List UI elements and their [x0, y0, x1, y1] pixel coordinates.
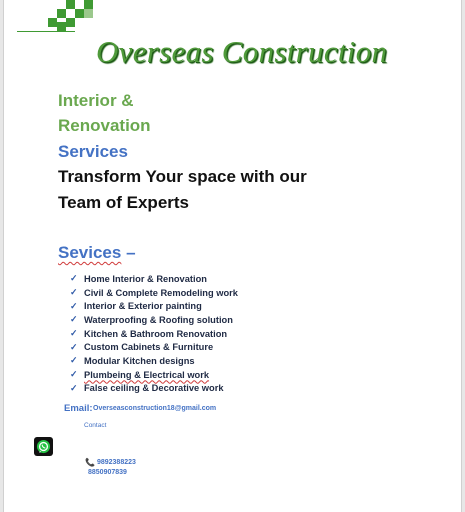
service-label: Civil & Complete Remodeling work — [84, 287, 238, 298]
logo-square — [66, 18, 75, 27]
heading-renovation: Renovation — [58, 116, 151, 135]
logo-line — [17, 31, 75, 32]
list-item — [70, 313, 238, 327]
check-icon: ✓ — [70, 273, 78, 284]
services-heading-word: Sevices — [58, 243, 122, 262]
services-list — [70, 272, 238, 395]
logo-square — [48, 18, 57, 27]
check-icon: ✓ — [70, 355, 78, 366]
logo-square — [57, 9, 66, 18]
list-item — [70, 382, 238, 396]
heading-services: Services — [58, 142, 128, 161]
list-item — [70, 272, 238, 286]
tagline-line-1: Transform Your space with our — [58, 167, 307, 186]
check-icon: ✓ — [70, 369, 78, 380]
heading-interior: Interior & — [58, 91, 134, 110]
phone-number-1[interactable]: 9892388223 — [96, 459, 136, 466]
check-icon: ✓ — [70, 300, 78, 311]
list-item — [70, 286, 238, 300]
services-heading-dash: – — [121, 243, 136, 262]
service-label: False ceiling & Decorative work — [84, 383, 224, 394]
services-heading — [58, 243, 136, 263]
logo-square — [84, 0, 93, 9]
check-icon: ✓ — [70, 382, 78, 393]
service-label: Kitchen & Bathroom Renovation — [84, 328, 228, 339]
phone-row — [85, 458, 136, 467]
logo-square — [84, 9, 93, 18]
list-item — [70, 327, 238, 341]
check-icon: ✓ — [70, 287, 78, 298]
service-label: Modular Kitchen designs — [84, 355, 195, 366]
list-item — [70, 354, 238, 368]
list-item — [70, 299, 238, 313]
document-page — [4, 0, 461, 512]
service-label: Waterproofing & Roofing solution — [84, 314, 233, 325]
phone-icon: 📞 — [85, 458, 95, 467]
tagline-line-2: Team of Experts — [58, 193, 190, 212]
phone-number-2[interactable]: 8850907839 — [88, 469, 127, 476]
email-link[interactable]: Overseasconstruction18@gmail.com — [93, 405, 217, 412]
check-icon: ✓ — [70, 341, 78, 352]
check-icon: ✓ — [70, 314, 78, 325]
list-item — [70, 340, 238, 354]
service-label: Interior & Exterior painting — [84, 301, 202, 312]
email-label: Email: — [64, 403, 93, 414]
logo-square — [75, 9, 84, 18]
service-label: Home Interior & Renovation — [84, 273, 207, 284]
list-item — [70, 368, 238, 382]
service-label: Custom Cabinets & Furniture — [84, 342, 214, 353]
service-label: Plumbeing & Electrical work — [84, 369, 210, 380]
whatsapp-glyph — [36, 439, 51, 454]
logo-square — [57, 22, 66, 31]
whatsapp-icon[interactable] — [34, 437, 53, 456]
logo-square — [66, 0, 75, 9]
contact-label: Contact — [84, 422, 107, 429]
company-title: Overseas Construction — [96, 34, 388, 69]
check-icon: ✓ — [70, 328, 78, 339]
